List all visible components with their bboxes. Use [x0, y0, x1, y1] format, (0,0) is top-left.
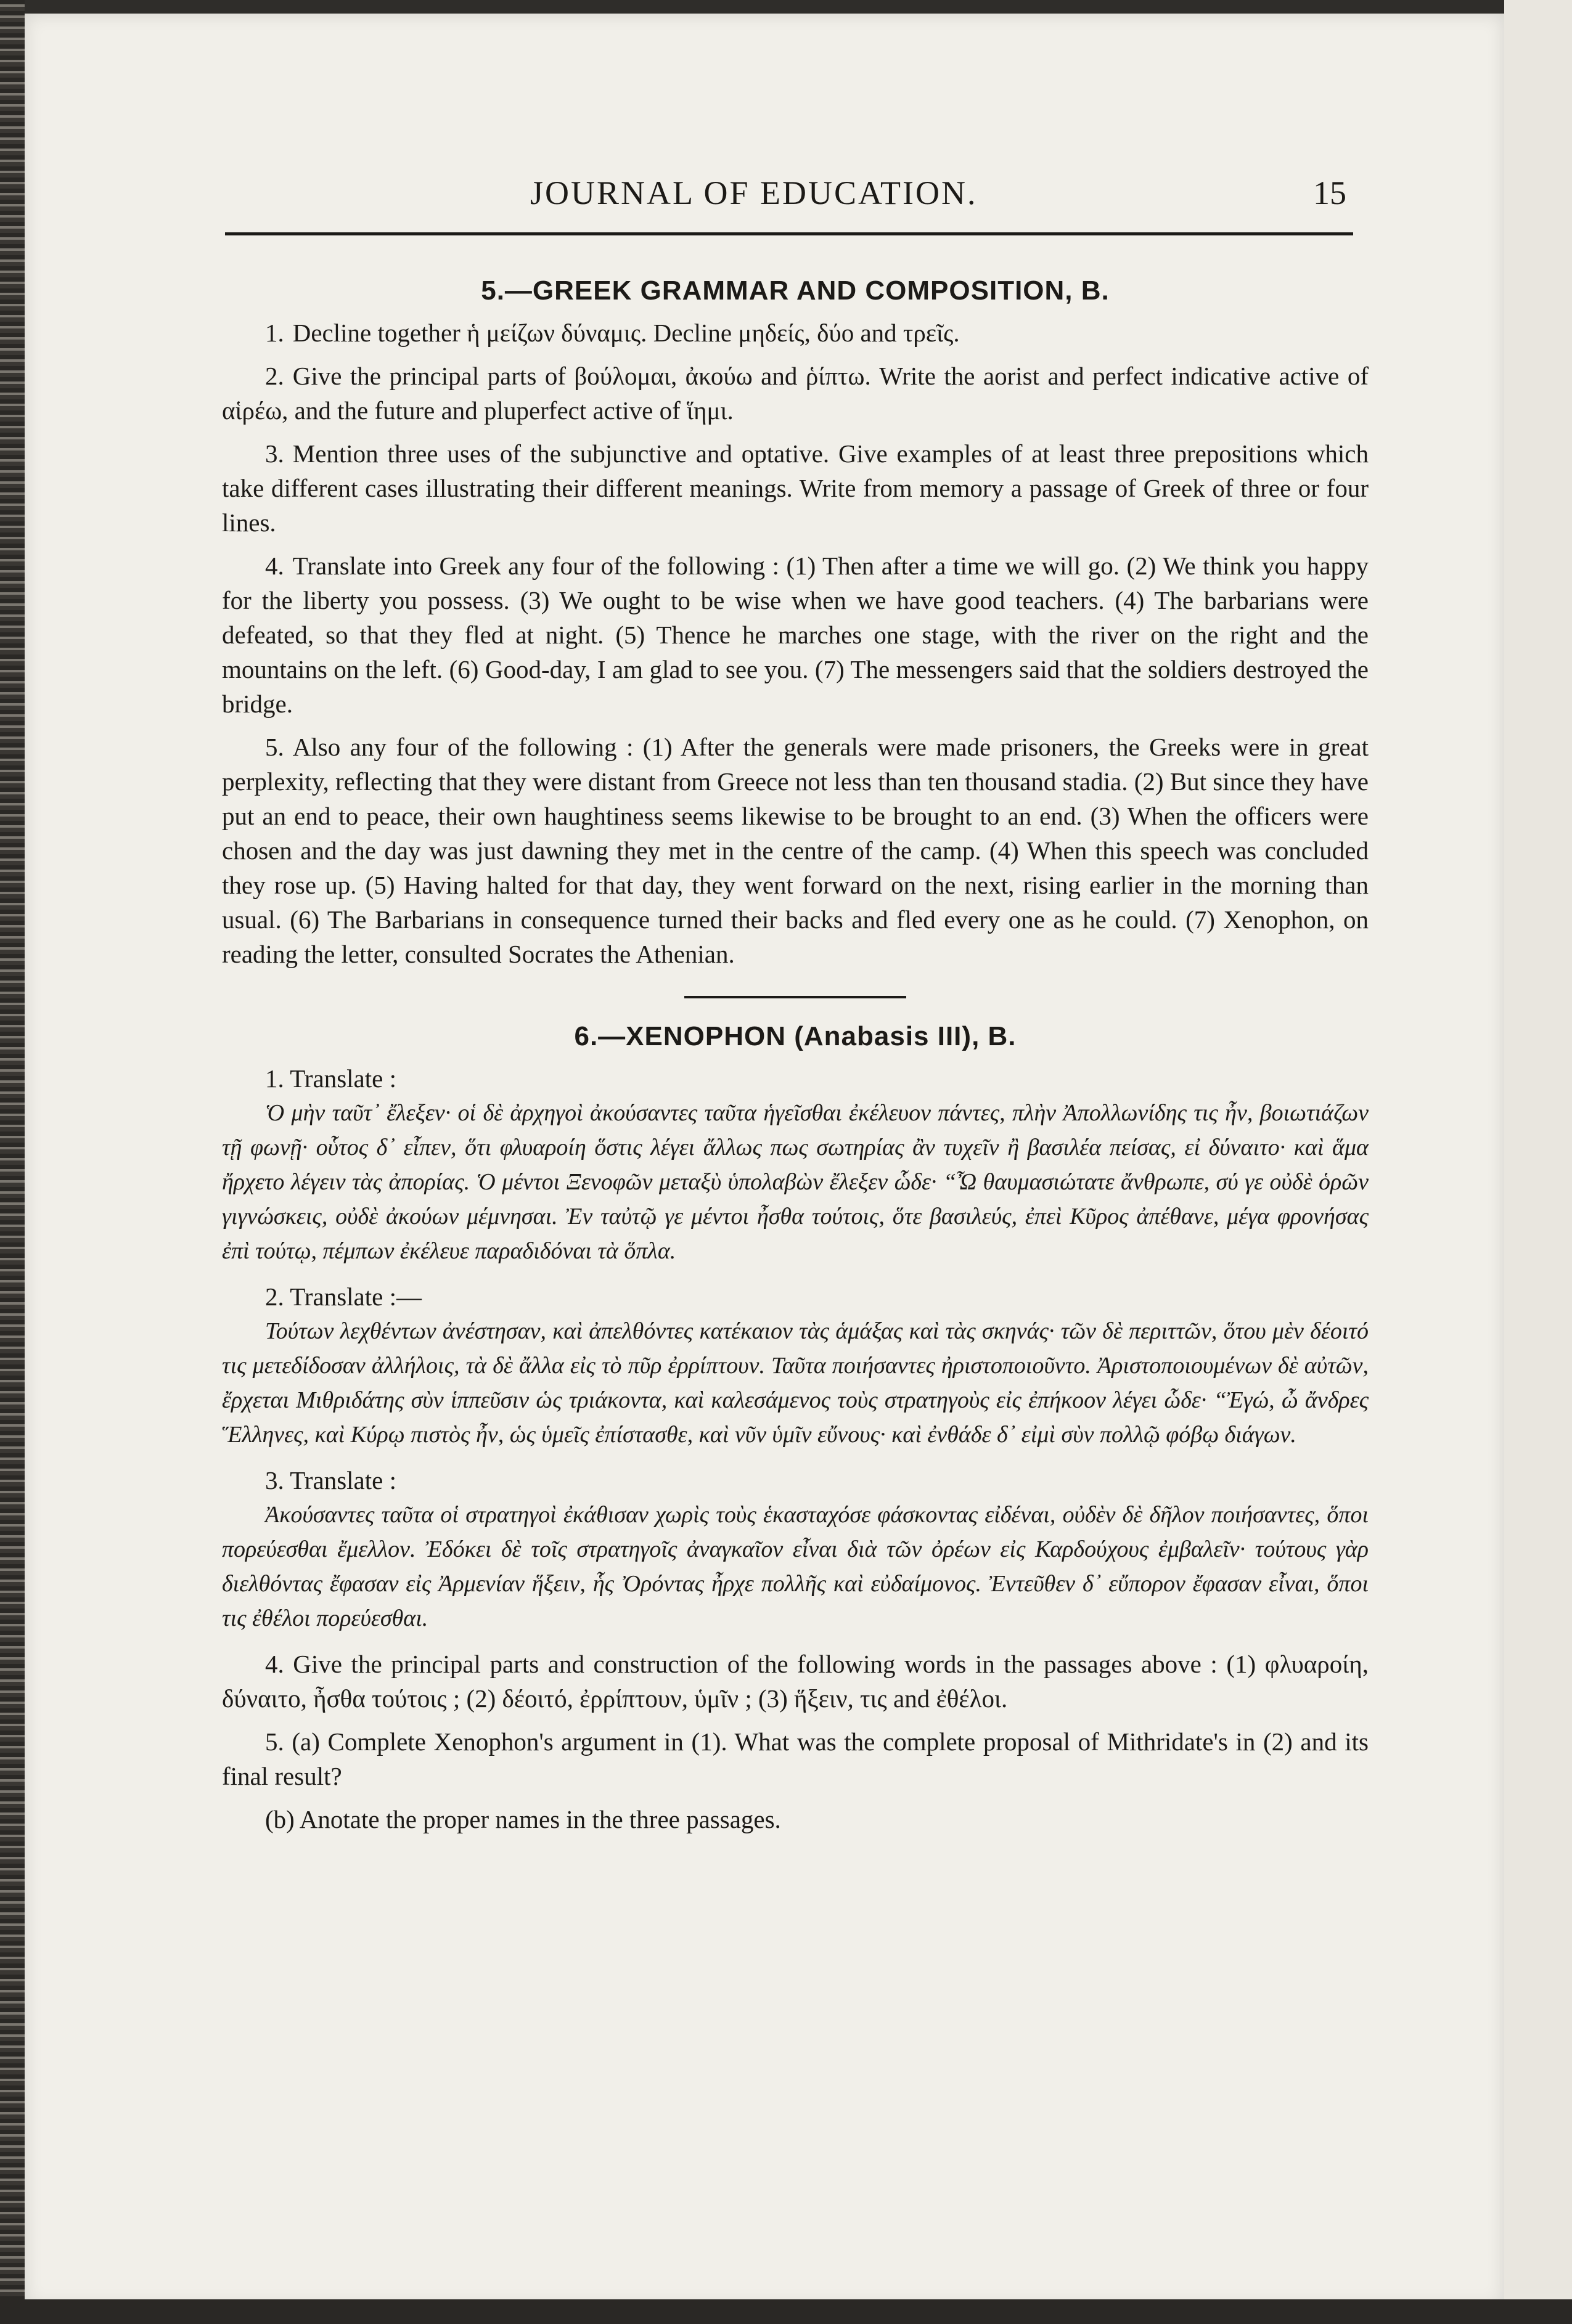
page-content — [222, 260, 1369, 1845]
section-5-title: 5.—GREEK GRAMMAR AND COMPOSITION, B. — [481, 275, 1110, 306]
page-number: 15 — [1313, 174, 1346, 211]
s5-item-4 — [222, 548, 1369, 721]
s5-item-2-num: 2. — [265, 362, 284, 390]
running-title: JOURNAL OF EDUCATION. — [530, 174, 978, 211]
s5-item-1-text: 1. — [265, 319, 284, 347]
scan-edge-bottom — [0, 2299, 1572, 2324]
s6-q5b: (b) Anotate the proper names in the three passages. — [265, 1805, 781, 1833]
section-divider — [684, 996, 906, 998]
s5-item-3-num: 3. — [265, 439, 284, 468]
scan-edge-right — [1504, 0, 1572, 2324]
s5-item-3 — [222, 436, 1369, 540]
s5-item-2 — [222, 359, 1369, 428]
document-page — [25, 14, 1504, 2306]
s6-q3-label: 3. Translate : — [265, 1466, 396, 1494]
s5-item-1 — [222, 316, 1369, 350]
scan-edge-left — [0, 0, 25, 2324]
s5-item-1-body: Decline together ἡ μείζων δύναμις. Decline μηδείς, δύο and τρεῖς. — [292, 319, 960, 347]
s5-item-5-body: Also any four of the following : (1) After the generals were made prisoners, the Greeks were in great perplexity, reflecting that they were distant from Greece not less than ten thousand stadia. (2) But since they have put an end to peace, their own haughtiness seems likewise to be brought to an end. (3) When the officers were chosen and the day was just dawning they met in the centre of the camp. (4) When this speech was concluded they rose up. (5) Having halted for that day, they went forward on the next, rising earlier in the morning than usual. (6) The Barbarians in consequence turned their backs and fled every one as he could. (7) Xenophon, on reading the letter, consulted Socrates the Athenian. — [222, 733, 1369, 968]
s5-item-3-body: Mention three uses of the subjunctive and optative. Give examples of at least three prepositions which take different cases illustrating their different meanings. Write from memory a passage of Greek of three or four lines. — [222, 439, 1369, 537]
header-rule — [225, 232, 1353, 235]
scan-edge-top — [0, 0, 1572, 14]
s5-item-5 — [222, 730, 1369, 971]
s5-item-4-body: Translate into Greek any four of the following : (1) Then after a time we will go. (2) We think you happy for the liberty you possess. (3) We ought to be wise when we have good teachers. (4) The barbarians were defeated, so that they fled at night. (5) Thence he marches one stage, with the river on the right and the mountains on the left. (6) Good-day, I am glad to see you. (7) The messengers said that the soldiers destroyed the bridge. — [222, 552, 1369, 718]
s6-q3-greek: Ἀκούσαντες ταῦτα οἱ στρατηγοὶ ἐκάθισαν χωρὶς τοὺς ἑκασταχόσε φάσκοντας εἰδέναι, οὐδὲν δὲ δῆλον ποιήσαντες, ὅποι πορεύεσθαι ἔμελλον. Ἐδόκει δὲ τοῖς στρατηγοῖς ἀναγκαῖον εἶναι διὰ τῶν ὀρέων εἰς Καρδούχους ἐμβαλεῖν· τούτους γὰρ διελθόντας ἔφασαν εἰς Ἀρμενίαν ἥξειν, ἧς Ὀρόντας ἦρχε πολλῆς καὶ εὐδαίμονος. Ἐντεῦθεν δ᾽ εὔπορον ἔφασαν εἶναι, ὅποι τις ἐθέλοι πορεύεσθαι. — [222, 1502, 1369, 1631]
s6-q5a: 5. (a) Complete Xenophon's argument in (1). What was the complete proposal of Mithridate's in (2) and its final result? — [222, 1727, 1369, 1790]
s5-item-5-num: 5. — [265, 733, 284, 761]
s5-item-4-num: 4. — [265, 552, 284, 580]
page-header — [25, 174, 1504, 223]
s6-q1-greek: Ὁ μὴν ταῦτ᾽ ἔλεξεν· οἱ δὲ ἀρχηγοὶ ἀκούσαντες ταῦτα ἡγεῖσθαι ἐκέλευον πάντες, πλὴν Ἀπολλωνίδης τις ἦν, βοιωτιάζων τῇ φωνῇ· οὗτος δ᾽ εἶπεν, ὅτι φλυαροίη ὅστις λέγει ἄλλως πως σωτηρίας ἂν τυχεῖν ἢ βασιλέα πείσας, εἰ δύναιτο· καὶ ἅμα ἤρχετο λέγειν τὰς ἀπορίας. Ὁ μέντοι Ξενοφῶν μεταξὺ ὑπολαβὼν ἔλεξεν ὧδε· “Ὦ θαυμασιώτατε ἄνθρωπε, σύ γε οὐδὲ ὁρῶν γιγνώσκεις, οὐδὲ ἀκούων μέμνησαι. Ἐν ταὐτῷ γε μέντοι ἦσθα τούτοις, ὅτε βασιλεύς, ἐπεὶ Κῦρος ἀπέθανε, μέγα φρονήσας ἐπὶ τούτῳ, πέμπων ἐκέλευε παραδιδόναι τὰ ὅπλα. — [222, 1100, 1369, 1264]
s6-q4: 4. Give the principal parts and construction of the following words in the passages above : (1) φλυαροίη, δύναιτο, ἦσθα τούτοις ; (2) δέοιτό, ἐρρίπτουν, ὑμῖν ; (3) ἥξειν, τις and ἐθέλοι. — [222, 1650, 1369, 1713]
section-6-title: 6.—XENOPHON (Anabasis III), B. — [574, 1021, 1017, 1051]
s6-q2-greek: Τούτων λεχθέντων ἀνέστησαν, καὶ ἀπελθόντες κατέκαιον τὰς ἁμάξας καὶ τὰς σκηνάς· τῶν δὲ περιττῶν, ὅτου μὲν δέοιτό τις μετεδίδοσαν ἀλλήλοις, τὰ δὲ ἄλλα εἰς τὸ πῦρ ἐρρίπτουν. Ταῦτα ποιήσαντες ἠριστοποιοῦντο. Ἀριστοποιουμένων δὲ αὐτῶν, ἔρχεται Μιθριδάτης σὺν ἱππεῦσιν ὡς τριάκοντα, καὶ καλεσάμενος τοὺς στρατηγοὺς εἰς ἐπήκοον λέγει ὧδε· “Ἐγώ, ὦ ἄνδρες Ἕλληνες, καὶ Κύρῳ πιστὸς ἦν, ὡς ὑμεῖς ἐπίστασθε, καὶ νῦν ὑμῖν εὔνους· καὶ ἐνθάδε δ᾽ εἰμὶ σὺν πολλῷ φόβῳ διάγων. — [222, 1318, 1369, 1448]
s6-q1-label: 1. Translate : — [265, 1064, 396, 1093]
s6-q2-label: 2. Translate :— — [265, 1282, 422, 1311]
s5-item-2-body: Give the principal parts of βούλομαι, ἀκούω and ῥίπτω. Write the aorist and perfect indicative active of αἱρέω, and the future and pluperfect active of ἵημι. — [222, 362, 1369, 425]
